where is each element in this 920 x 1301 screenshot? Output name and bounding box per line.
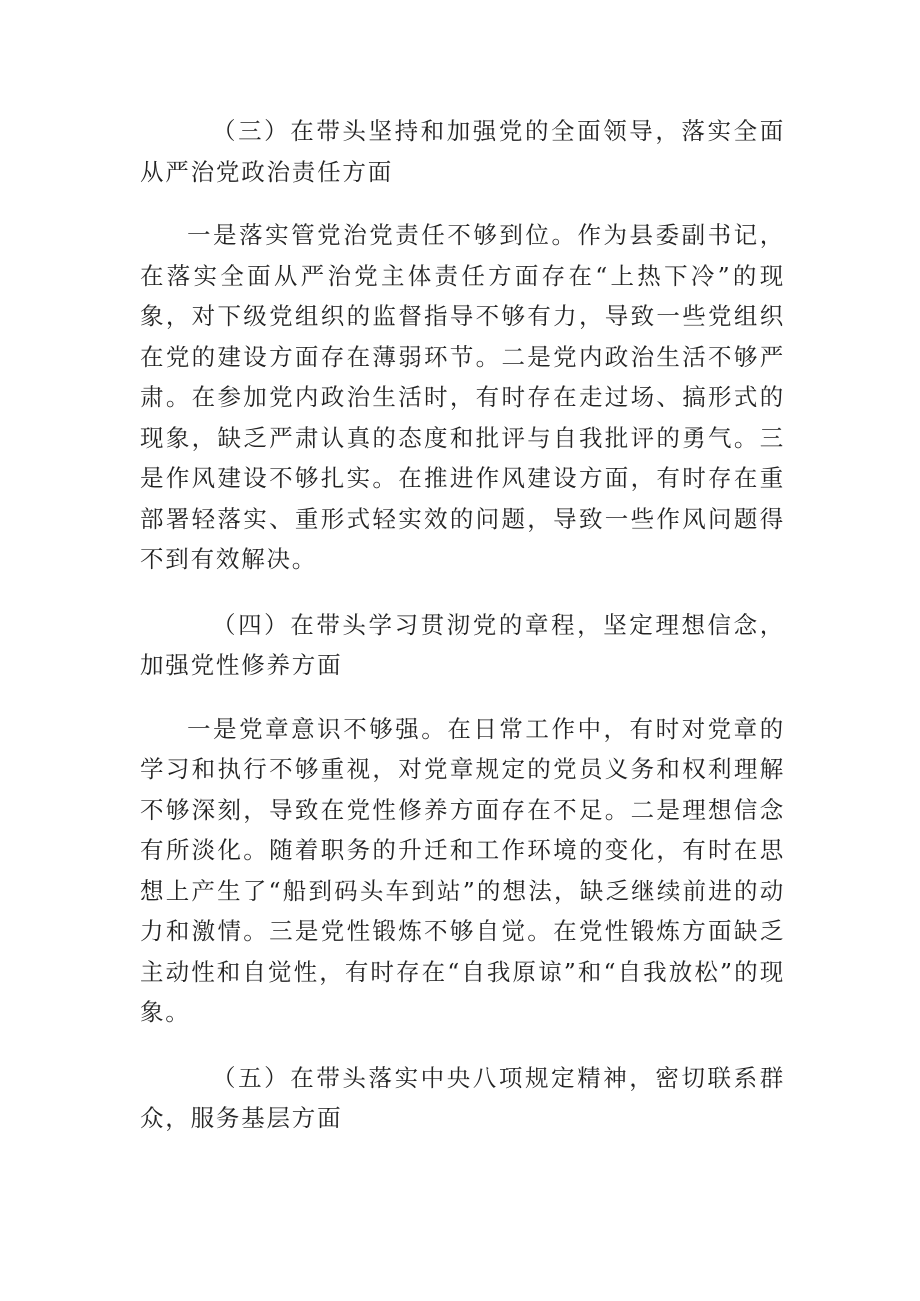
section-body-4: 一是党章意识不够强。在日常工作中，有时对党章的学习和执行不够重视，对党章规定的党员义务和权利理解不够深刻，导致在党性修养方面存在不足。二是理想信念有所淡化。随着职务的升迁和工作环境的变化，有时在思想上产生了“船到码头车到站”的想法，缺乏继续前进的动力和激情。三是党性锻炼不够自觉。在党性锻炼方面缺乏主动性和自觉性，有时存在“自我原谅”和“自我放松”的现象。: [140, 714, 785, 1026]
section-body-3: 一是落实管党治党责任不够到位。作为县委副书记，在落实全面从严治党主体责任方面存在“上热下冷”的现象，对下级党组织的监督指导不够有力，导致一些党组织在党的建设方面存在薄弱环节。二是党内政治生活不够严肃。在参加党内政治生活时，有时存在走过场、搞形式的现象，缺乏严肃认真的态度和批评与自我批评的勇气。三是作风建设不够扎实。在推进作风建设方面，有时存在重部署轻落实、重形式轻实效的问题，导致一些作风问题得不到有效解决。: [140, 221, 785, 573]
document-text-column: [140, 111, 785, 1139]
section-heading-4: （四）在带头学习贯沏党的章程，坚定理想信念，加强党性修养方面: [140, 610, 785, 679]
section-heading-3: （三）在带头坚持和加强党的全面领导，落实全面从严治党政治责任方面: [140, 117, 785, 186]
section-heading-5: （五）在带头落实中央八项规定精神，密切联系群众，服务基层方面: [140, 1063, 785, 1132]
